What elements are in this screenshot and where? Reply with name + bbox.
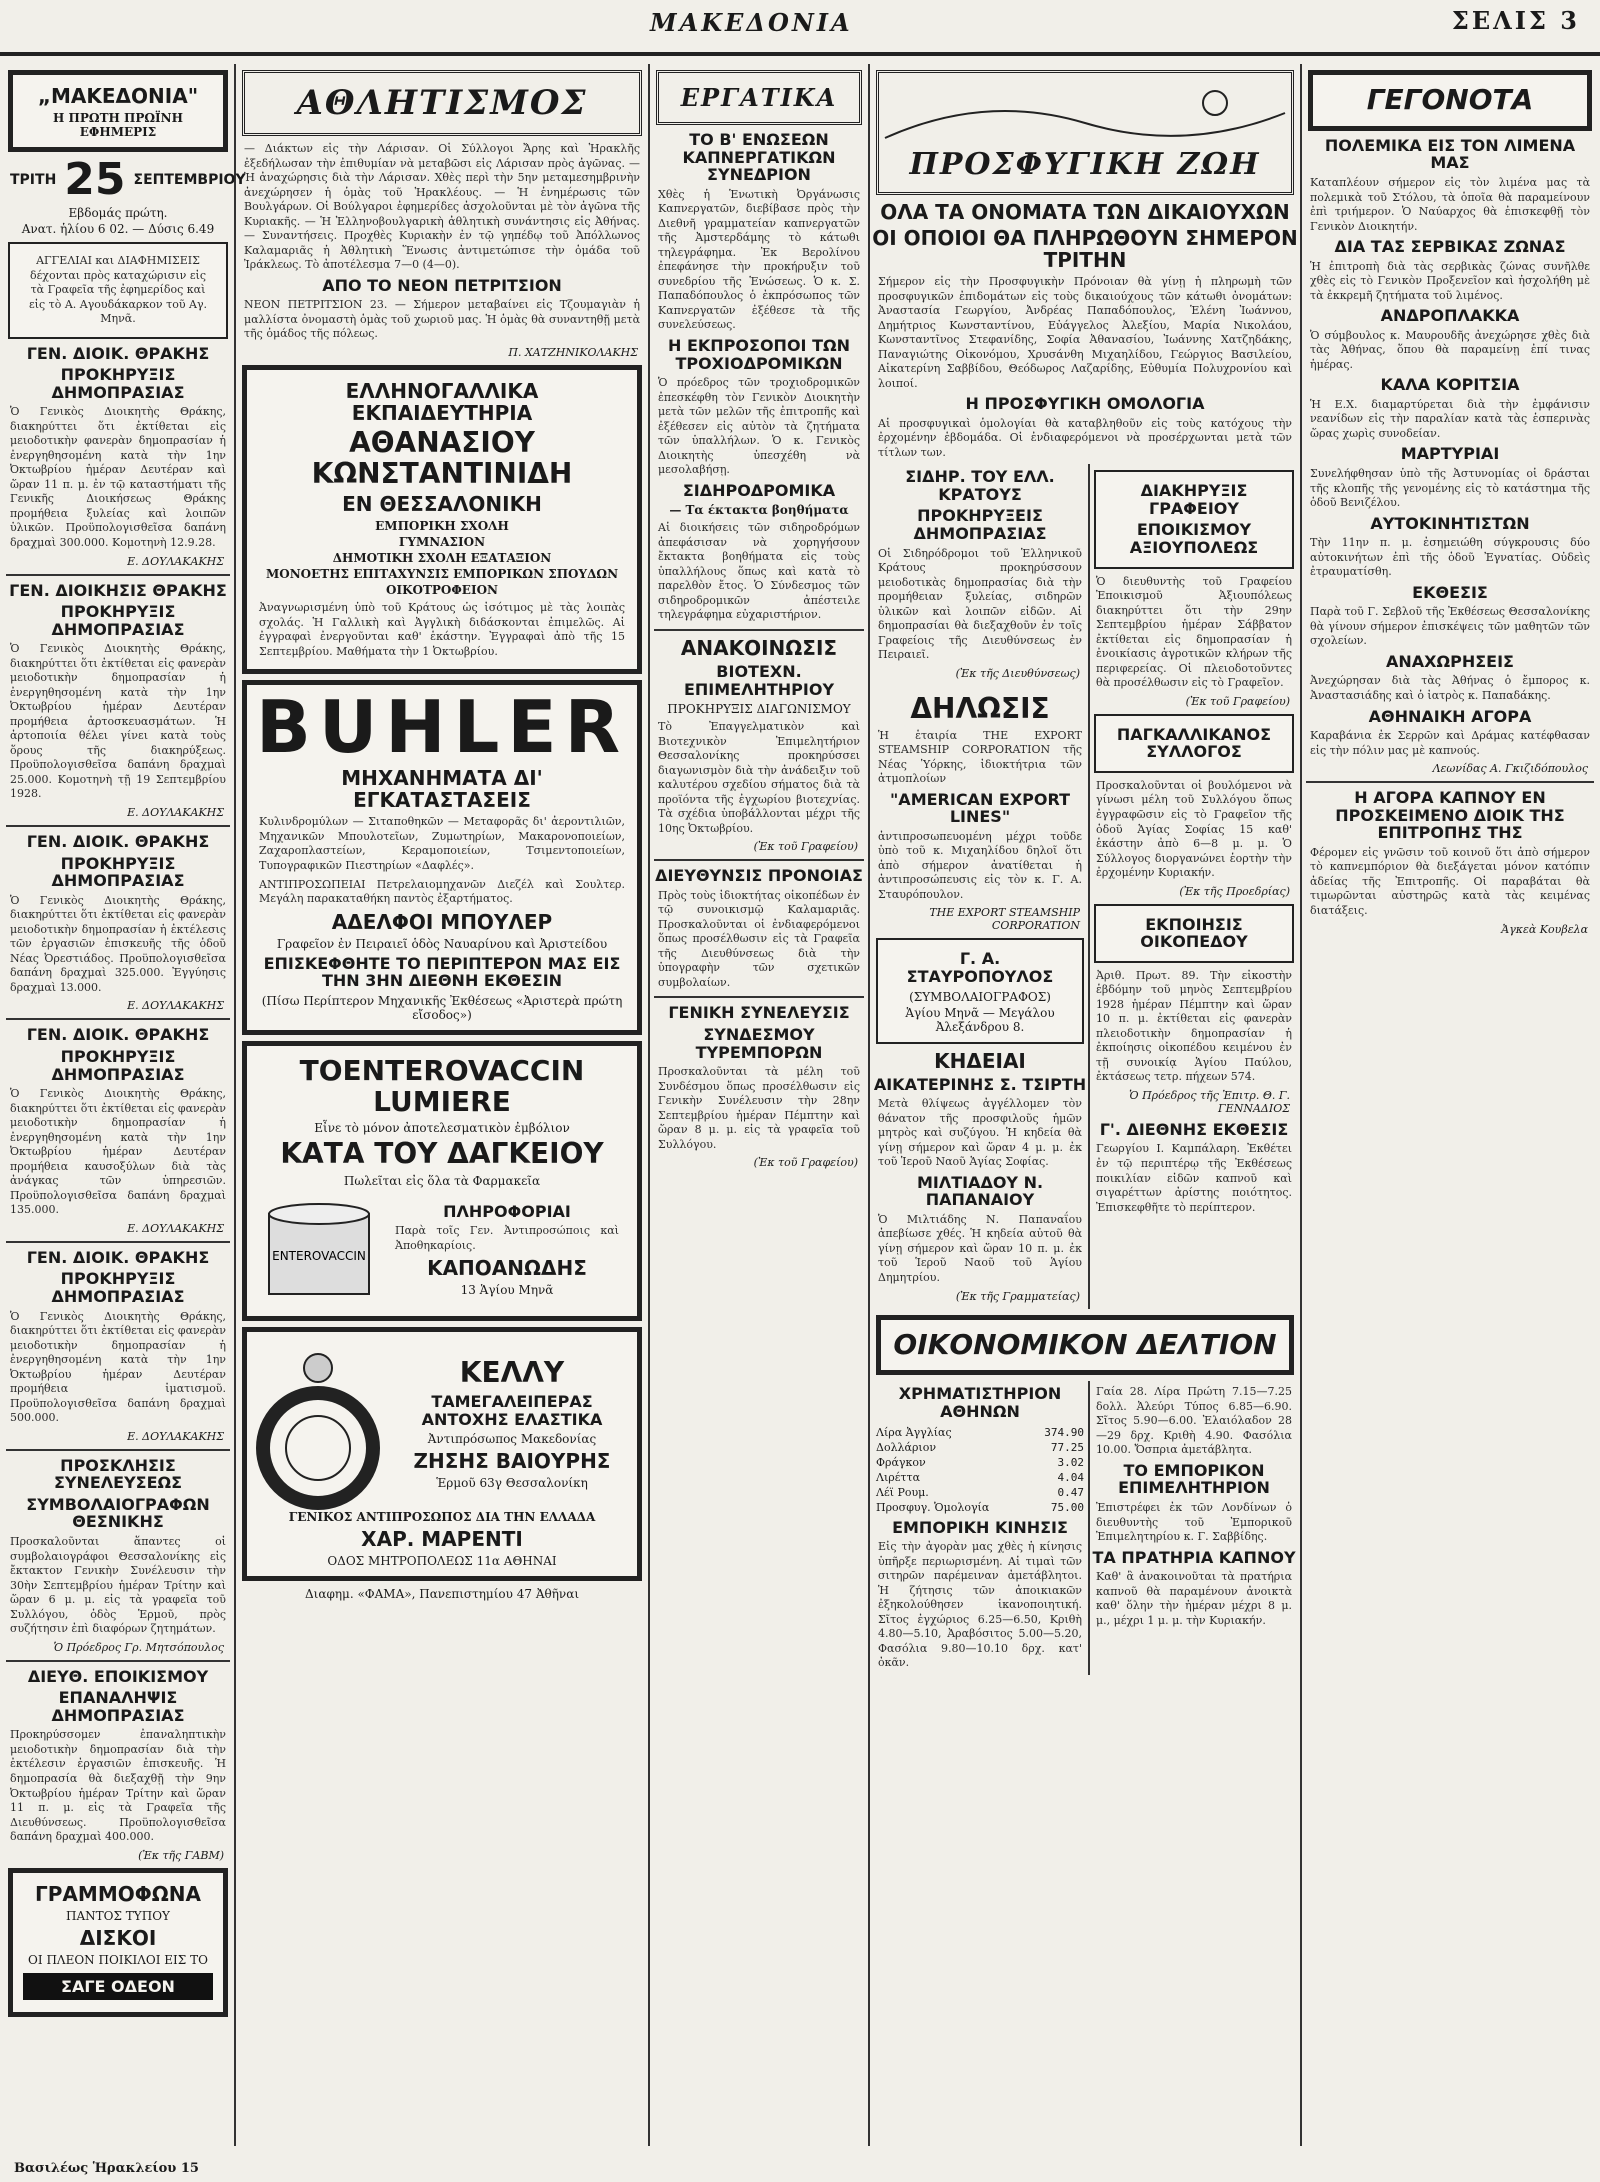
notice-title: ΓΕΝ. ΔΙΟΙΚΗΣΙΣ ΘΡΑΚΗΣ [9, 580, 227, 600]
sports-header [242, 70, 642, 136]
page-number: ΣΕΛΙΣ 3 [1451, 6, 1580, 35]
column-2 [238, 64, 646, 2146]
sun-times: Ανατ. ἡλίου 6 02. — Δύσις 6.49 [21, 222, 215, 236]
masthead: ΜΑΚΕΔΟΝΙΑ [650, 8, 853, 37]
finance-lower: ΧΡΗΜΑΤΙΣΤΗΡΙΟΝ ΑΘΗΝΩΝ Λίρα Ἀγγλίας 374.90 Δολλάριον 77.25 Φράγκον 3.02 Λιρέττα 4.04 Λέϊ Ρουμ. 0.47 Προσφυγ. Ὁμολογία 75.00 ΕΜΠΟΡΙΚΗ ΚΙΝΗΣΙΣ Εἰς τὴν ἀγορὰν μας χθὲς ἡ κίνησις ὑπῆρξε περιωρισμένη. Αἱ τιμαὶ τῶν σιτηρῶν παρέμειναν ἀμετάβλητοι. Ἡ ζήτησις τῶν ἀποικιακῶν ἐξηκολούθησεν ἱκανοποιητική. Σῖτος ἐγχώριος 6.25—6.50, Κριθὴ 4.80—5.10, Ἀραβόσιτος 5.00—5.20, Φασόλια 9.80—10.10 δρχ. κατ' ὀκᾶν. Γαία 28. Λίρα Πρώτη 7.15—7.25 δολλ. Ἀλεύρι Τύπος 6.85—6.90. Σῖτος 5.90—6.00. Ἐλαιόλαδον 28—29 δρχ. Κριθὴ 4.90. Φασόλια 10.00. Ὄσπρια ἀμετάβλητα. ΤΟ ΕΜΠΟΡΙΚΟΝ ΕΠΙΜΕΛΗΤΗΡΙΟΝ Ἐπιστρέφει ἐκ τῶν Λονδίνων ὁ διευθυντὴς τοῦ Ἐμπορικοῦ Ἐπιμελητηρίου κ. Γ. Σαββίδης. ΤΑ ΠΡΑΤΗΡΙΑ ΚΑΠΝΟΥ Καθ' ἃ ἀνακοινοῦται τὰ πρατήρια καπνοῦ θὰ παραμένουν ἀνοικτὰ καθ' ὅλην τὴν ἡμέραν μέχρι 8 μ. μ., μέχρι 1 μ. μ. τὴν Κυριακήν. [872, 1381, 1298, 1674]
notice-1 [4, 345, 232, 568]
club-notice: ΠΑΓΚΑΛΛΙΚΑΝΟΣ ΣΥΛΛΟΓΟΣ [1094, 714, 1294, 773]
table-row: Λιρέττα 4.04 [876, 1470, 1084, 1484]
divider [6, 1660, 230, 1662]
page-footer: Βασιλέως Ἡρακλείου 15 [14, 2161, 199, 2176]
plot-sale-notice: ΕΚΠΟΙΗΣΙΣ ΟΙΚΟΠΕΔΟΥ [1094, 904, 1294, 963]
vaccine-box-label: ENTEROVACCIN [272, 1249, 366, 1264]
sports-title: ΑΘΛΗΤΙΣΜΟΣ [296, 83, 588, 123]
sports-body: — Διάκτων εἰς τὴν Λάρισαν. Οἱ Σύλλογοι Ἄρης καὶ Ἡρακλῆς ἐξεδήλωσαν τὴν ἐπιθυμίαν νὰ μεταβῶσι εἰς Λάρισαν πρὸς ἀγῶνας. — Ἡ ἀναχώρησις διὰ τὴν Λάρισαν. Χθὲς περὶ τὴν 5ην μεταμεσημβρινὴν ἀνεχώρησεν ἡ ὁμὰς τοῦ Ἡρακλέους. — Ἡ ἐνημέρωσις τῶν Βουλγάρων. Οἱ Βούλγαροι ἐφημερίδες ἀσχολοῦνται μὲ τὸν ἀγῶνα τῆς Κυριακῆς. — Ἡ Ἑλληνοβουλγαρικὴ ἀθλητικὴ συνάντησις εἰς Ἀθήνας. — Συναντήσεις. Προχθὲς Κυριακὴν ἐν τῷ γηπέδῳ τοῦ Ἀπόλλωνος Καλαμαριᾶς ἡ Ἀθλητικὴ Ἕνωσις ἀντιμετώπισε τὴν ὁμάδα τοῦ Ἰράκλεως. Τὸ ἀποτέλεσμα 7—0 (4—0). [244, 142, 640, 272]
column-rule [1300, 64, 1302, 2146]
labor-title: ΕΡΓΑΤΙΚΑ [680, 83, 838, 112]
notice-title: ΓΕΝ. ΔΙΟΙΚ. ΘΡΑΚΗΣ [26, 831, 210, 851]
col4-right: ΔΙΑΚΗΡΥΞΙΣ ΓΡΑΦΕΙΟΥ ΕΠΟΙΚΙΣΜΟΥ ΑΞΙΟΥΠΟΛΕΩΣ Ὁ διευθυντὴς τοῦ Γραφείου Ἐποικισμοῦ Ἀξιουπόλεως διακηρύττει ὅτι τὴν 29ην Σεπτεμβρίου ἡμέραν Σάββατον ἐκτίθεται εἰς δημοπρασίαν ἡ ἐνοικίασις ἀγροτικῶν κλήρων τῆς περιφερείας. Οἱ πλειοδοτοῦντες θὰ προσέλθωσιν εἰς τὸ Γραφεῖον. (Ἐκ τοῦ Γραφείου) ΠΑΓΚΑΛΛΙΚΑΝΟΣ ΣΥΛΛΟΓΟΣ Προσκαλοῦνται οἱ βουλόμενοι νὰ γίνωσι μέλη τοῦ Συλλόγου ὅπως ἐγγραφῶσιν εἰς τὸ Γραφεῖον τῆς ὁδοῦ Ἁγίας Σοφίας 15 καθ' ἑκάστην ἀπὸ 6—8 μ. μ. Ὁ Σύλλογος διοργανώνει ἑορτὴν τὴν ἐρχομένην Κυριακήν. (Ἐκ τῆς Προεδρίας) ΕΚΠΟΙΗΣΙΣ ΟΙΚΟΠΕΔΟΥ Ἀριθ. Πρωτ. 89. Τὴν εἰκοστὴν ἑβδόμην τοῦ μηνὸς Σεπτεμβρίου 1928 ἡμέραν Πέμπτην καὶ ὥραν 10 π. μ. ἐκτίθεται εἰς φανερὰν πλειοδοτικὴν δημοπρασίαν ἡ ἐκποίησις οἰκοπέδου κειμένου ἐν τῇ συνοικίᾳ Ἁγίου Παύλου, ἐκτάσεως τετρ. πήχεων 574. Ὁ Πρόεδρος τῆς Ἐπιτρ. Θ. Γ. ΓΕΝΝΑΔΙΟΣ Γ'. ΔΙΕΘΝΗΣ ΕΚΘΕΣΙΣ Γεωργίου Ι. Καμπάλαρη. Ἐκθέτει ἐν τῷ περιπτέρῳ τῆς Ἐκθέσεως ποικιλίαν εἰδῶν καπνοῦ καὶ σιγαρέττων ἀρίστης ποιότητος. Ἐπισκεφθῆτε τὸ περίπτερον. [1090, 464, 1298, 1308]
notice-body: Ὁ Γενικὸς Διοικητὴς Θράκης, διακηρύττει ὅτι ἐκτίθεται εἰς φανερὰν μειοδοτικὴν δημοπρασίαν ἡ ἐνεργηθησομένη κατὰ τὴν 1ην Ὀκτωβρίου ἡμέραν Δευτέραν προμήθεια ἀρτοσκευασμάτων. Ἡ ἀρτοποιία θέλει γίνει κατὰ τοὺς ὅρους τῆς διακηρύξεως. Προϋπολογισθεῖσα δαπάνη δραχμαὶ 25.000. Κομοτηνὴ τῇ 19 Σεπτεμβρίου 1928. [10, 642, 226, 801]
column-1 [4, 64, 246, 2146]
weekday: ΤΡΙΤΗ [10, 172, 57, 188]
day-number: 25 [64, 154, 126, 205]
column-3: ΕΡΓΑΤΙΚΑ ΤΟ Β' ΕΝΩΣΕΩΝ ΚΑΠΝΕΡΓΑΤΙΚΩΝ ΣΥΝΕΔΡΙΟΝ Χθὲς ἡ Ἑνωτικὴ Ὀργάνωσις Καπνεργατῶν, διεβίβασε πρὸς τὴν Διεθνῆ γραμματείαν καπνεργατῶν τῆς Ἀμστερδάμης τὸ κάτωθι τηλεγράφημα. Ἐκ Βερολίνου ἐπεφάνησε τὴν προκήρυξιν τοῦ συνεδρίου τῆς Ἑνώσεως. Ὁ κ. Σ. Παπαδόπουλος ὁ ἐκπρόσωπος τῶν Καπνεργατῶν ἐξέθεσε τὰ τῆς συνελεύσεως. Η ΕΚΠΡΟΣΟΠΟΙ ΤΩΝ ΤΡΟΧΙΟΔΡΟΜΙΚΩΝ Ὁ πρόεδρος τῶν τροχιοδρομικῶν ἐπεσκέφθη τὸν Γενικὸν Διοικητὴν μετὰ τῶν μελῶν τῆς ἐπιτροπῆς καὶ ἐξέθεσεν εἰς αὐτὸν τὰ ζητήματα τῶν ὑπαλλήλων. Ὁ κ. Γενικὸς Διοικητὴς ὑπεσχέθη νὰ μεσολαβήσῃ. ΣΙΔΗΡΟΔΡΟΜΙΚΑ — Τα έκτακτα βοηθήματα Αἱ διοικήσεις τῶν σιδηροδρόμων ἀπεφάσισαν νὰ χορηγήσουν ἔκτακτα βοηθήματα εἰς τοὺς ὑπαλλήλους ὅπως καὶ κατὰ τὸ παρελθὸν ἔτος. Ὁ Σύνδεσμος τῶν σιδηροδρομικῶν ἀπέστειλε τηλεγράφημα εὐχαριστήριον. ΑΝΑΚΟΙΝΩΣΙΣ ΒΙΟΤΕΧΝ. ΕΠΙΜΕΛΗΤΗΡΙΟΥ ΠΡΟΚΗΡΥΞΙΣ ΔΙΑΓΩΝΙΣΜΟΥ Τὸ Ἐπαγγελματικὸν καὶ Βιοτεχνικὸν Ἐπιμελητήριον Θεσσαλονίκης προκηρύσσει διαγωνισμὸν διὰ τὴν ἀνάδειξιν τοῦ καλυτέρου σχεδίου σήματος διὰ τὰ προϊόντα τῆς ἐγχωρίου βιοτεχνίας. Τὰ σχέδια ὑποβάλλονται μέχρι τῆς 10ης Ὀκτωβρίου. (Ἐκ τοῦ Γραφείου) ΔΙΕΥΘΥΝΣΙΣ ΠΡΟΝΟΙΑΣ Πρὸς τοὺς ἰδιοκτήτας οἰκοπέδων ἐν τῷ συνοικισμῷ Καλαμαριᾶς. Προσκαλοῦνται οἱ ἐνδιαφερόμενοι ὅπως προσέλθωσιν εἰς τὰ Γραφεῖα τῆς Διευθύνσεως διὰ τὴν ὑπογραφὴν τῶν σχετικῶν συμβολαίων. ΓΕΝΙΚΗ ΣΥΝΕΛΕΥΣΙΣ ΣΥΝΔΕΣΜΟΥ ΤΥΡΕΜΠΟΡΩΝ Προσκαλοῦνται τὰ μέλη τοῦ Συνδέσμου ὅπως προσέλθωσιν εἰς Γενικὴν Συνέλευσιν τὴν 28ην Σεπτεμβρίου ἡμέραν Πέμπτην καὶ ὥραν 8 μ. μ. εἰς τὰ γραφεῖα τοῦ Συλλόγου. (Ἐκ τοῦ Γραφείου) [652, 64, 866, 2146]
kelly-tires-ad: ΚΕΛΛΥ ΤΑΜΕΓΑΛΕΙΠΕΡΑΣ ΑΝΤΟΧΗΣ ΕΛΑΣΤΙΚΑ Ἀντιπρόσωπος Μακεδονίας ΖΗΣΗΣ ΒΑΙΟΥΡΗΣ Ἑρμοῦ 63γ Θεσσαλονίκη ΓΕΝΙΚΟΣ ΑΝΤΙΠΡΟΣΩΠΟΣ ΔΙΑ ΤΗΝ ΕΛΛΑΔΑ ΧΑΡ. ΜΑΡΕΝΤΙ ΟΔΟΣ ΜΗΤΡΟΠΟΛΕΩΣ 11α ΑΘΗΝΑΙ [242, 1327, 642, 1581]
notice-title: ΓΕΝ. ΔΙΟΙΚ. ΘΡΑΚΗΣ [26, 1025, 210, 1045]
notice-4 [4, 1026, 232, 1234]
notice-subtitle: ΠΡΟΚΗΡΥΞΙΣ ΔΗΜΟΠΡΑΣΙΑΣ [51, 365, 185, 402]
refugee-life-illustration [885, 83, 1285, 143]
notice-2 [4, 582, 232, 819]
sports-sub-body: ΝΕΟΝ ΠΕΤΡΙΤΣΙΟΝ 23. — Σήμερον μεταβαίνει εἰς Τζουμαγιὰν ἡ μαλλίστα ὀνομαστὴ ὁμὰς τοῦ χωριοῦ μας. Ἡ ὁμὰς θὰ συναντηθῇ μετὰ τῆς ὁμάδος τῆς πόλεως. [244, 298, 640, 341]
table-row: Λίρα Ἀγγλίας 374.90 [876, 1425, 1084, 1439]
tire-illustration [253, 1338, 383, 1508]
notice-title: ΓΕΝ. ΔΙΟΙΚ. ΘΡΑΚΗΣ [26, 1247, 210, 1267]
notice-signature: Ε. ΔΟΥΛΑΚΑΚΗΣ [127, 1221, 224, 1235]
divider [654, 996, 864, 998]
divider [654, 859, 864, 861]
table-row: Δολλάριον 77.25 [876, 1440, 1084, 1454]
refugee-life-header [876, 70, 1294, 195]
vaccine-ad: TOENTEROVACCIN LUMIERE Εἶνε τὸ μόνον ἀποτελεσματικὸν ἐμβόλιον ΚΑΤΑ ΤΟΥ ΔΑΓΚΕΙΟΥ Πωλεῖται εἰς ὅλα τὰ Φαρμακεῖα ENTEROVACCIN ΠΛΗΡΟΦΟΡΙΑΙ Παρὰ τοῖς Γεν. Ἀντιπροσώποις καὶ Ἀποθηκαρίοις. ΚΑΠΟΑΝΩΔΗΣ 13 Ἁγίου Μηνᾶ [242, 1041, 642, 1321]
notice-body: Ὁ Γενικὸς Διοικητὴς Θράκης, διακηρύττει ὅτι ἐκτίθεται εἰς φανερὰν μειοδοτικὴν δημοπρασίαν ἡ ἐνεργηθησομένη κατὰ τὴν 1ην Ὀκτωβρίου ἡμέραν Δευτέραν προμήθεια καυσοξύλων διὰ τὰς ἀνάγκας τῶν ὑπηρεσιῶν. Προϋπολογισθεῖσα δαπάνη δραχμαὶ 135.000. [10, 1087, 226, 1217]
table-row: Λέϊ Ρουμ. 0.47 [876, 1485, 1084, 1499]
table-row: Φράγκον 3.02 [876, 1455, 1084, 1469]
notice-body: Ὁ Γενικὸς Διοικητὴς Θράκης, διακηρύττει ὅτι ἐκτίθεται εἰς μειοδοτικὴν φανερὰν δημοπρασίαν ἡ ἐνεργηθησομένη κατὰ τὴν 1ην Ὀκτωβρίου ἡμέραν Δευτέραν καὶ ὥραν 11 π. μ. ἐν τῷ καταστήματι τῆς Γενικῆς Διοικήσεως Θράκης προμήθεια ξυλείας καὶ λοιπῶν ὑλικῶν. Προϋπολογισθεῖσα δαπάνη δραχμαὶ 300.000. Κομοτηνὴ 12.9.28. [10, 405, 226, 549]
notice-title: ΓΕΝ. ΔΙΟΙΚ. ΘΡΑΚΗΣ [26, 343, 210, 363]
divider [6, 1449, 230, 1451]
buhler-ad: BUHLER ΜΗΧΑΝΗΜΑΤΑ ΔΙ' ΕΓΚΑΤΑΣΤΑΣΕΙΣ Κυλινδρομύλων — Σιταποθηκῶν — Μεταφορᾶς δι' ἀεροντιλιῶν, Μηχανικῶν Μπουλοτεῖων, Ζυμωτηρίων, Μακαρονοποιείων, Ζαχαροπλαστείων, Κεραμοποιείων, Τσιμεντοποιείων, Τυπογραφικῶν Πιεστηρίων «Δαφλές». ΑΝΤΙΠΡΟΣΩΠΕΙΑΙ Πετρελαιομηχανῶν Διεζέλ καὶ Σουλτερ. Μεγάλη παρακαταθήκη παντὸς ἐξαρτήματος. ΑΔΕΛΦΟΙ ΜΠΟΥΛΕΡ Γραφεῖον ἐν Πειραιεῖ ὁδὸς Ναυαρίνου καὶ Ἀριστείδου ΕΠΙΣΚΕΦΘΗΤΕ ΤΟ ΠΕΡΙΠΤΕΡΟΝ ΜΑΣ ΕΙΣ ΤΗΝ 3ΗΝ ΔΙΕΘΝΗ ΕΚΘΕΣΙΝ (Πίσω Περίπτερον Μηχανικῆς Ἐκθέσεως «Ἀριστερὰ πρώτη εἴσοδος») [242, 680, 642, 1034]
column-rule [234, 64, 236, 2146]
column-rule [648, 64, 650, 2146]
exchange-table [872, 1425, 1088, 1515]
notice-signature: Ε. ΔΟΥΛΑΚΑΚΗΣ [127, 999, 224, 1013]
notice-body: Ὁ Γενικὸς Διοικητὴς Θράκης, διακηρύττει ὅτι ἐκτίθεται εἰς φανερὰν μειοδοτικὴν δημοπρασίαν ἡ ἐκτέλεσις τῶν ἐργασιῶν ἐπισκευῆς τῆς ὁδοῦ Νέας Ὀρεστιάδος. Προϋπολογισθεῖσα δαπάνη δραχμαὶ 325.000. Ἐγγύησις δραχμαὶ 13.000. [10, 893, 226, 994]
notice-signature: Ε. ΔΟΥΛΑΚΑΚΗΣ [127, 1429, 224, 1443]
divider [6, 1018, 230, 1020]
buhler-logo: BUHLER [255, 685, 629, 770]
divider [1306, 781, 1594, 783]
ad-agency-footer: Διαφημ. «ΦΑΜΑ», Πανεπιστημίου 47 Ἀθῆναι [304, 1587, 580, 1602]
paper-tagline: Η ΠΡΩΤΗ ΠΡΩΪΝΗ ΕΦΗΜΕΡΙΣ [53, 111, 183, 139]
notice-5 [4, 1249, 232, 1443]
col4-lower [872, 464, 1298, 1308]
divider [6, 574, 230, 576]
finance-title: ΟΙΚΟΝΟΜΙΚΟΝ ΔΕΛΤΙΟΝ [893, 1327, 1277, 1361]
notary-card: Γ. Α. ΣΤΑΥΡΟΠΟΥΛΟΣ (ΣΥΜΒΟΛΑΙΟΓΡΑΦΟΣ) Ἁγίου Μηνᾶ — Μεγάλου Ἀλεξάνδρου 8. [876, 938, 1084, 1043]
sports-subtitle: ΑΠΟ ΤΟ ΝΕΟΝ ΠΕΤΡΙΤΣΙΟΝ [322, 275, 562, 295]
notice-subtitle: ΠΡΟΚΗΡΥΞΙΣ ΔΗΜΟΠΡΑΣΙΑΣ [51, 1269, 185, 1306]
notice-signature: Ε. ΔΟΥΛΑΚΑΚΗΣ [127, 805, 224, 819]
notaries-meeting: ΠΡΟΣΚΛΗΣΙΣ ΣΥΝΕΛΕΥΣΕΩΣ ΣΥΜΒΟΛΑΙΟΓΡΑΦΩΝ ΘΕΣΝΙΚΗΣ Προσκαλοῦνται ἅπαντες οἱ συμβολαιογράφοι Θεσσαλονίκης εἰς ἔκτακτον Γενικὴν Συνέλευσιν τὴν 30ὴν Σεπτεμβρίου ἡμέραν Τρίτην καὶ ὥραν 6 μ. μ. εἰς τὰ γραφεῖα τοῦ Συλλόγου, ὁδὸς Ἑρμοῦ, πρὸς συζήτησιν ἐπὶ διαφόρων ζητημάτων. Ὁ Πρόεδρος Γρ. Μητσόπουλος [10, 1455, 226, 1654]
notice-signature: Ε. ΔΟΥΛΑΚΑΚΗΣ [127, 554, 224, 568]
paper-name: „ΜΑΚΕΔΟΝΙΑ" [37, 84, 199, 108]
school-ad: ΕΛΛΗΝΟΓΑΛΛΙΚΑ ΕΚΠΑΙΔΕΥΤΗΡΙΑ ΑΘΑΝΑΣΙΟΥ ΚΩΝΣΤΑΝΤΙΝΙΔΗ ΕΝ ΘΕΣΣΑΛΟΝΙΚΗ ΕΜΠΟΡΙΚΗ ΣΧΟΛΗ ΓΥΜΝΑΣΙΟΝ ΔΗΜΟΤΙΚΗ ΣΧΟΛΗ ΕΞΑΤΑΞΙΟΝ ΜΟΝΟΕΤΗΣ ΕΠΙΤΑΧΥΝΣΙΣ ΕΜΠΟΡΙΚΩΝ ΣΠΟΥΔΩΝ ΟΙΚΟΤΡΟΦΕΙΟΝ Ἀναγνωρισμένη ὑπὸ τοῦ Κράτους ὡς ἰσότιμος μὲ τὰς λοιπὰς σχολάς. Ἡ Γαλλικὴ καὶ Ἀγγλικὴ διδάσκονται ἐπιμελῶς. Αἱ ἐγγραφαὶ ἐνεργοῦνται καθ' ἑκάστην. Ἐγγραφαὶ ἀπὸ τῆς 15 Σεπτεμβρίου. Μαθήματα τὴν 1 Ὀκτωβρίου. [242, 365, 642, 675]
notice-body: Ὁ Γενικὸς Διοικητὴς Θράκης, διακηρύττει ὅτι ἐκτίθεται εἰς φανερὰν μειοδοτικὴν δημοπρασίαν ἡ ἐνεργηθησομένη κατὰ τὴν 1ην Ὀκτωβρίου ἡμέραν Δευτέραν προμήθεια ἰματισμοῦ. Προϋπολογισθεῖσα δαπάνη δραχμαὶ 500.000. [10, 1309, 226, 1425]
header-rule [0, 52, 1600, 56]
odeon-logo: ΣΑΓΕ ΟΔΕΟΝ [23, 1973, 213, 2000]
date-block [10, 154, 246, 205]
column-4: ΠΡΟΣΦΥΓΙΚΗ ΖΩΗ ΟΛΑ ΤΑ ΟΝΟΜΑΤΑ ΤΩΝ ΔΙΚΑΙΟΥΧΩΝ ΟΙ ΟΠΟΙΟΙ ΘΑ ΠΛΗΡΩΘΟΥΝ ΣΗΜΕΡΟΝ ΤΡΙΤΗΝ Σήμερον εἰς τὴν Προσφυγικὴν Πρόνοιαν θὰ γίνῃ ἡ πληρωμὴ τῶν προσφυγικῶν ἐπιδομάτων εἰς τοὺς δικαιούχους τῶν κάτωθι ὀνομάτων: Ἀναστασία Γεωργίου, Ἀνδρέας Παπαδόπουλος, Ἑλένη Ἰωάννου, Δημήτριος Κωνσταντίνου, Εὐάγγελος Ἀλεξίου, Μαρία Νικολάου, Κωνσταντῖνος Στεφανίδης, Σοφία Ἀθανασίου, Ἰωάννης Χατζηδάκης, Παναγιώτης Οἰκονόμου, Χρυσάνθη Μιχαηλίδου, Γεώργιος Βασιλείου, Αἰκατερίνη Σαββίδου, Θεόδωρος Λαζαρίδης, Εὐθυμία Πολυχρονίου καὶ λοιποί. Η ΠΡΟΣΦΥΓΙΚΗ ΟΜΟΛΟΓΙΑ Αἱ προσφυγικαὶ ὁμολογίαι θὰ καταβληθοῦν εἰς τοὺς κατόχους τὴν ἐρχομένην ἑβδομάδα. Οἱ ἐνδιαφερόμενοι νὰ προσέρχωνται μετὰ τῶν τίτλων των. ΣΙΔΗΡ. ΤΟΥ ΕΛΛ. ΚΡΑΤΟΥΣ ΠΡΟΚΗΡΥΞΕΙΣ ΔΗΜΟΠΡΑΣΙΑΣ Οἱ Σιδηρόδρομοι τοῦ Ἑλληνικοῦ Κράτους προκηρύσσουν μειοδοτικὰς δημοπρασίας διὰ τὴν προμήθειαν ξυλείας, σιδηρῶν ὑλικῶν καὶ λοιπῶν εἰδῶν. Αἱ δημοπρασίαι θὰ διεξαχθοῦν ἐν τοῖς Γραφείοις τῆς Διευθύνσεως ἐν Πειραιεῖ. (Ἐκ τῆς Διευθύνσεως) ΔΗΛΩΣΙΣ Ἡ ἑταιρία THE EXPORT STEAMSHIP CORPORATION τῆς Νέας Ὑόρκης, ἰδιοκτήτρια τῶν ἀτμοπλοίων "AMERICAN EXPORT LINES" ἀντιπροσωπευομένη μέχρι τοῦδε ὑπὸ τοῦ κ. Μιχαηλίδου δηλοῖ ὅτι ἀπὸ σήμερον ἀνατίθεται ἡ ἀντιπροσώπευσις εἰς τὸν κ. Γ. Α. Σταυρόπουλον. THE EXPORT STEAMSHIP CORPORATION Γ. Α. ΣΤΑΥΡΟΠΟΥΛΟΣ (ΣΥΜΒΟΛΑΙΟΓΡΑΦΟΣ) Ἁγίου Μηνᾶ — Μεγάλου Ἀλεξάνδρου 8. ΚΗΔΕΙΑΙ ΑΙΚΑΤΕΡΙΝΗΣ Σ. ΤΣΙΡΤΗ Μετὰ θλίψεως ἀγγέλλομεν τὸν θάνατον τῆς προσφιλοῦς ἡμῶν μητρὸς καὶ συζύγου. Ἡ κηδεία θὰ γίνῃ σήμερον καὶ ὥραν 4 μ. μ. ἐκ τοῦ Ἱεροῦ Ναοῦ Ἁγίας Σοφίας. ΜΙΛΤΙΑΔΟΥ Ν. ΠΑΠΑΝΑΙΟΥ Ὁ Μιλτιάδης Ν. Παπαναΐου ἀπεβίωσε χθές. Ἡ κηδεία αὐτοῦ θὰ γίνῃ σήμερον καὶ ὥραν 10 π. μ. ἐκ τοῦ Ἱεροῦ Ναοῦ τοῦ Ἁγίου Δημητρίου. (Ἐκ τῆς Γραμματείας) ΔΙΑΚΗΡΥΞΙΣ ΓΡΑΦΕΙΟΥ ΕΠΟΙΚΙΣΜΟΥ ΑΞΙΟΥΠΟΛΕΩΣ Ὁ διευθυντὴς τοῦ Γραφείου Ἐποικισμοῦ Ἀξιουπόλεως διακηρύττει ὅτι τὴν 29ην Σεπτεμβρίου ἡμέραν Σάββατον ἐκτίθεται εἰς δημοπρασίαν ἡ ἐνοικίασις ἀγροτικῶν κλήρων τῆς περιφερείας. Οἱ πλειοδοτοῦντες θὰ προσέλθωσιν εἰς τὸ Γραφεῖον. (Ἐκ τοῦ Γραφείου) ΠΑΓΚΑΛΛΙΚΑΝΟΣ ΣΥΛΛΟΓΟΣ Προσκαλοῦνται οἱ βουλόμενοι νὰ γίνωσι μέλη τοῦ Συλλόγου ὅπως ἐγγραφῶσιν εἰς τὸ Γραφεῖον τῆς ὁδοῦ Ἁγίας Σοφίας 15 καθ' ἑκάστην ἀπὸ 6—8 μ. μ. Ὁ Σύλλογος διοργανώνει ἑορτὴν τὴν ἐρχομένην Κυριακήν. (Ἐκ τῆς Προεδρίας) ΕΚΠΟΙΗΣΙΣ ΟΙΚΟΠΕΔΟΥ Ἀριθ. Πρωτ. 89. Τὴν εἰκοστὴν ἑβδόμην τοῦ μηνὸς Σεπτεμβρίου 1928 ἡμέραν Πέμπτην καὶ ὥραν 10 π. μ. ἐκτίθεται εἰς φανερὰν πλειοδοτικὴν δημοπρασίαν ἡ ἐκποίησις οἰκοπέδου κειμένου ἐν τῇ συνοικίᾳ Ἁγίου Παύλου, ἐκτάσεως τετρ. πήχεων 574. Ὁ Πρόεδρος τῆς Ἐπιτρ. Θ. Γ. ΓΕΝΝΑΔΙΟΣ Γ'. ΔΙΕΘΝΗΣ ΕΚΘΕΣΙΣ Γεωργίου Ι. Καμπάλαρη. Ἐκθέτει ἐν τῷ περιπτέρῳ τῆς Ἐκθέσεως ποικιλίαν εἰδῶν καπνοῦ καὶ σιγαρέττων ἀρίστης ποιότητος. Ἐπισκεφθῆτε τὸ περίπτερον. ΟΙΚΟΝΟΜΙΚΟΝ ΔΕΛΤΙΟΝ ΧΡΗΜΑΤΙΣΤΗΡΙΟΝ ΑΘΗΝΩΝ Λίρα Ἀγγλίας 374.90 Δολλάριον 77.25 Φράγκον 3.02 Λιρέττα 4.04 Λέϊ Ρουμ. 0.47 Προσφυγ. Ὁμολογία 75.00 ΕΜΠΟΡΙΚΗ ΚΙΝΗΣΙΣ Εἰς τὴν ἀγορὰν μας χθὲς ἡ κίνησις ὑπῆρξε περιωρισμένη. Αἱ τιμαὶ τῶν σιτηρῶν παρέμειναν ἀμετάβλητοι. Ἡ ζήτησις τῶν ἀποικιακῶν ἐξηκολούθησεν ἱκανοποιητική. Σῖτος ἐγχώριος 6.25—6.50, Κριθὴ 4.80—5.10, Ἀραβόσιτος 5.00—5.20, Φασόλια 9.80—10.10 δρχ. κατ' ὀκᾶν. Γαία 28. Λίρα Πρώτη 7.15—7.25 δολλ. Ἀλεύρι Τύπος 6.85—6.90. Σῖτος 5.90—6.00. Ἐλαιόλαδον 28—29 δρχ. Κριθὴ 4.90. Φασόλια 10.00. Ὄσπρια ἀμετάβλητα. ΤΟ ΕΜΠΟΡΙΚΟΝ ΕΠΙΜΕΛΗΤΗΡΙΟΝ Ἐπιστρέφει ἐκ τῶν Λονδίνων ὁ διευθυντὴς τοῦ Ἐμπορικοῦ Ἐπιμελητηρίου κ. Γ. Σαββίδης. ΤΑ ΠΡΑΤΗΡΙΑ ΚΑΠΝΟΥ Καθ' ἃ ἀνακοινοῦται τὰ πρατήρια καπνοῦ θὰ παραμένουν ἀνοικτὰ καθ' ὅλην τὴν ἡμέραν μέχρι 8 μ. μ., μέχρι 1 μ. μ. τὴν Κυριακήν. [872, 64, 1298, 2146]
column-6: ΓΕΓΟΝΟΤΑ ΠΟΛΕΜΙΚΑ ΕΙΣ ΤΟΝ ΛΙΜΕΝΑ ΜΑΣ Καταπλέουν σήμερον εἰς τὸν λιμένα μας τὰ πολεμικὰ τοῦ Στόλου, τὰ ὁποῖα θὰ παραμείνουν ἐπὶ τριήμερον. Ὁ Ναύαρχος θὰ ἐπισκεφθῇ τὸν Γενικὸν Διοικητήν. ΔΙΑ ΤΑΣ ΣΕΡΒΙΚΑΣ ΖΩΝΑΣ Ἡ ἐπιτροπὴ διὰ τὰς σερβικὰς ζώνας συνῆλθε χθὲς εἰς τὸ Γενικὸν Προξενεῖον καὶ ἠσχολήθη μὲ τὰ ἐκκρεμῆ ζητήματα τοῦ λιμένος. ΑΝΔΡΟΠΛΑΚΚΑ Ὁ σύμβουλος κ. Μαυρουδῆς ἀνεχώρησε χθὲς διὰ τὰς Ἀθήνας, ὅπου θὰ παραμείνῃ ἐπί τινας ἡμέρας. ΚΑΛΑ ΚΟΡΙΤΣΙΑ Ἡ Ε.Χ. διαμαρτύρεται διὰ τὴν ἐμφάνισιν νεανίδων εἰς τὴν παραλίαν κατὰ τὰς ἑσπερινὰς ὥρας χωρὶς συνοδείαν. ΜΑΡΤΥΡΙΑΙ Συνελήφθησαν ὑπὸ τῆς Ἀστυνομίας οἱ δράσται τῆς κλοπῆς τῆς γενομένης εἰς τὸ κατάστημα τῆς ὁδοῦ Βενιζέλου. ΑΥΤΟΚΙΝΗΤΙΣΤΩΝ Τὴν 11ην π. μ. ἐσημειώθη σύγκρουσις δύο αὐτοκινήτων ἐπὶ τῆς ὁδοῦ Ἐγνατίας. Οὐδεὶς ἐτραυματίσθη. ΕΚΘΕΣΙΣ Παρὰ τοῦ Γ. Σεβλοῦ τῆς Ἐκθέσεως Θεσσαλονίκης θὰ γίνουν σήμερον ἐπισκέψεις τῶν μαθητῶν τῶν σχολείων. ΑΝΑΧΩΡΗΣΕΙΣ Ἀνεχώρησαν διὰ τὰς Ἀθήνας ὁ ἔμπορος κ. Ἀναστασιάδης καὶ ὁ ἰατρὸς κ. Παπαδάκης. ΑΘΗΝΑΙΚΗ ΑΓΟΡΑ Καραβάνια ἐκ Σερρῶν καὶ Δράμας κατέφθασαν εἰς τὴν πόλιν μας μὲ καπνούς. Λεωνίδας Α. Γκιζιδόπουλος Η ΑΓΟΡΑ ΚΑΠΝΟΥ ΕΝ ΠΡΟΣΚΕΙΜΕΝΟ ΔΙΟΙΚ ΤΗΣ ΕΠΙΤΡΟΠΗΣ ΤΗΣ Φέρομεν εἰς γνῶσιν τοῦ κοινοῦ ὅτι ἀπὸ σήμερον τὸ καπνεμπόριον θὰ διεξάγεται μόνον κατόπιν ἀδείας τῆς Ἐπιτροπῆς. Οἱ παραβάται θὰ τιμωρῶνται αὐστηρῶς κατὰ τὰς κειμένας διατάξεις. Ἀγκεὰ Κουβελα [1304, 64, 1596, 2146]
divider [6, 825, 230, 827]
ads-notice: ΑΓΓΕΛΙΑΙ και ΔΙΑΦΗΜΙΣΕΙΣ δέχονται πρὸς καταχώρισιν εἰς τὰ Γραφεῖα τῆς ἐφημερίδος καὶ εἰς τὸ Α. Αγουδάκαρκον τοῦ Αγ. Μηνᾶ. [8, 242, 228, 339]
refugee-life-title: ΠΡΟΣΦΥΓΙΚΗ ΖΩΗ [909, 147, 1261, 182]
page-header [0, 0, 1600, 56]
divider [654, 629, 864, 631]
column-rule [868, 64, 870, 2146]
settlement-notice: ΔΙΕΥΘ. ΕΠΟΙΚΙΣΜΟΥ ΕΠΑΝΑΛΗΨΙΣ ΔΗΜΟΠΡΑΣΙΑΣ Προκηρύσσομεν ἐπαναληπτικὴν μειοδοτικὴν δημοπρασίαν διὰ τὴν ἐκτέλεσιν ἐργασιῶν ἐπισκευῆς. Ἡ δημοπρασία θὰ διεξαχθῇ τὴν 9ην Ὀκτωβρίου ἡμέραν Τρίτην καὶ ὥραν 11 π. μ. εἰς τὰ Γραφεῖα τῆς Διευθύνσεως. Προϋπολογισθεῖσα δαπάνη δραχμαὶ 400.000. (Ἐκ τῆς ΓΑΒΜ) [10, 1666, 226, 1862]
notice-3 [4, 833, 232, 1012]
masthead-box [8, 70, 228, 152]
notice-subtitle: ΠΡΟΚΗΡΥΞΙΣ ΔΗΜΟΠΡΑΣΙΑΣ [51, 853, 185, 891]
news-header [1308, 70, 1592, 131]
month: ΣΕΠΤΕΜΒΡΙΟΥ [133, 172, 246, 188]
vaccine-box-illustration [259, 1194, 379, 1304]
table-row: Προσφυγ. Ὁμολογία 75.00 [876, 1500, 1084, 1514]
sports-signature: Π. ΧΑΤΖΗΝΙΚΟΛΑΚΗΣ [508, 345, 638, 359]
notice-subtitle: ΠΡΟΚΗΡΥΞΙΣ ΔΗΜΟΠΡΑΣΙΑΣ [51, 602, 185, 639]
gramophone-ad: ΓΡΑΜΜΟΦΩΝΑ ΠΑΝΤΟΣ ΤΥΠΟΥ ΔΙΣΚΟΙ ΟΙ ΠΛΕΟΝ ΠΟΙΚΙΛΟΙ ΕΙΣ ΤΟ ΣΑΓΕ ΟΔΕΟΝ [8, 1868, 228, 2017]
market-report: Γαία 28. Λίρα Πρώτη 7.15—7.25 δολλ. Ἀλεύρι Τύπος 6.85—6.90. Σῖτος 5.90—6.00. Ἐλαιόλαδον 28—29 δρχ. Κριθὴ 4.90. Φασόλια 10.00. Ὄσπρια ἀμετάβλητα. [1096, 1385, 1292, 1457]
week-note: Εβδομάς πρώτη. [68, 206, 168, 220]
labor-header [656, 70, 862, 125]
finance-bulletin [876, 1315, 1294, 1376]
divider [6, 1241, 230, 1243]
news-title: ΓΕΓΟΝΟΤΑ [1366, 83, 1534, 116]
rail-notice: ΣΙΔΗΡ. ΤΟΥ ΕΛΛ. ΚΡΑΤΟΥΣ ΠΡΟΚΗΡΥΞΕΙΣ ΔΗΜΟΠΡΑΣΙΑΣ Οἱ Σιδηρόδρομοι τοῦ Ἑλληνικοῦ Κράτους προκηρύσσουν μειοδοτικὰς δημοπρασίας διὰ τὴν προμήθειαν ξυλείας, σιδηρῶν ὑλικῶν καὶ λοιπῶν εἰδῶν. Αἱ δημοπρασίαι θὰ διεξαχθοῦν ἐν τοῖς Γραφείοις τῆς Διευθύνσεως ἐν Πειραιεῖ. (Ἐκ τῆς Διευθύνσεως) ΔΗΛΩΣΙΣ Ἡ ἑταιρία THE EXPORT STEAMSHIP CORPORATION τῆς Νέας Ὑόρκης, ἰδιοκτήτρια τῶν ἀτμοπλοίων "AMERICAN EXPORT LINES" ἀντιπροσωπευομένη μέχρι τοῦδε ὑπὸ τοῦ κ. Μιχαηλίδου δηλοῖ ὅτι ἀπὸ σήμερον ἀνατίθεται ἡ ἀντιπροσώπευσις εἰς τὸν κ. Γ. Α. Σταυρόπουλον. THE EXPORT STEAMSHIP CORPORATION Γ. Α. ΣΤΑΥΡΟΠΟΥΛΟΣ (ΣΥΜΒΟΛΑΙΟΓΡΑΦΟΣ) Ἁγίου Μηνᾶ — Μεγάλου Ἀλεξάνδρου 8. ΚΗΔΕΙΑΙ ΑΙΚΑΤΕΡΙΝΗΣ Σ. ΤΣΙΡΤΗ Μετὰ θλίψεως ἀγγέλλομεν τὸν θάνατον τῆς προσφιλοῦς ἡμῶν μητρὸς καὶ συζύγου. Ἡ κηδεία θὰ γίνῃ σήμερον καὶ ὥραν 4 μ. μ. ἐκ τοῦ Ἱεροῦ Ναοῦ Ἁγίας Σοφίας. ΜΙΛΤΙΑΔΟΥ Ν. ΠΑΠΑΝΑΙΟΥ Ὁ Μιλτιάδης Ν. Παπαναΐου ἀπεβίωσε χθές. Ἡ κηδεία αὐτοῦ θὰ γίνῃ σήμερον καὶ ὥραν 10 π. μ. ἐκ τοῦ Ἱεροῦ Ναοῦ τοῦ Ἁγίου Δημητρίου. (Ἐκ τῆς Γραμματείας) [872, 464, 1090, 1308]
office-notice: ΔΙΑΚΗΡΥΞΙΣ ΓΡΑΦΕΙΟΥ ΕΠΟΙΚΙΣΜΟΥ ΑΞΙΟΥΠΟΛΕΩΣ [1094, 470, 1294, 568]
notice-subtitle: ΠΡΟΚΗΡΥΞΙΣ ΔΗΜΟΠΡΑΣΙΑΣ [51, 1046, 185, 1084]
